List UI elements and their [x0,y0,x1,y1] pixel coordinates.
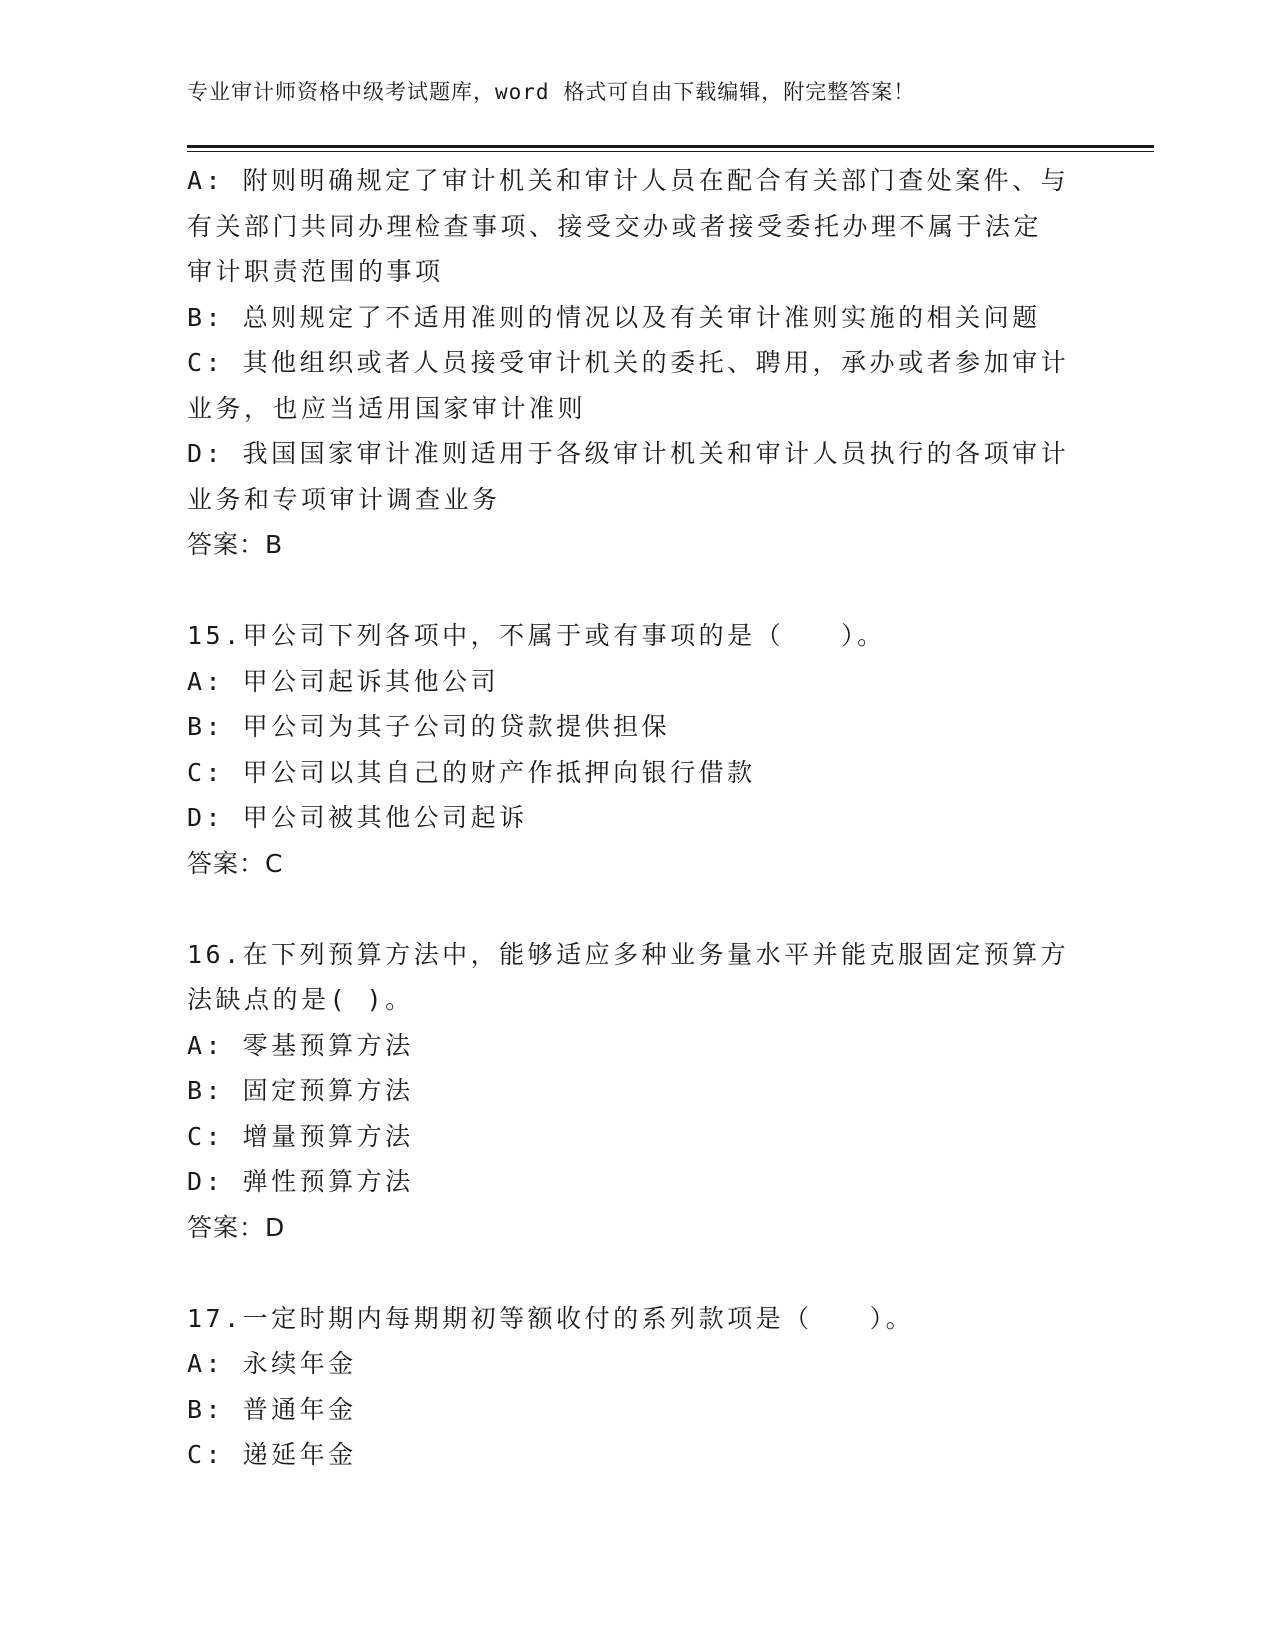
question-line: 16.在下列预算方法中，能够适应多种业务量水平并能克服固定预算方 [187,939,1070,969]
spacer [187,886,1067,932]
q14-option-d [187,431,1070,522]
q14-option-a [187,158,1070,295]
header-rule-thin [187,151,1154,152]
q17-question: 17.一定时期内每期期初等额收付的系列款项是（ ）。 [187,1303,915,1333]
q15-answer: 答案：C [187,848,284,878]
q17-option-c: C: 递延年金 [187,1440,357,1469]
q14-option-c [187,340,1070,431]
spacer [187,568,1067,614]
q14-option-b [187,295,1067,341]
q16-option-a: A: 零基预算方法 [187,1030,414,1060]
q16-option-c: C: 增量预算方法 [187,1121,414,1151]
q15-question: 15.甲公司下列各项中，不属于或有事项的是（ ）。 [187,621,886,650]
q16-answer: 答案：D [187,1212,286,1242]
option-line: 业务和专项审计调查业务 [187,484,501,514]
q16-question [187,932,1070,1023]
q15-option-d: D: 甲公司被其他公司起诉 [187,803,528,832]
option-line: C: 其他组织或者人员接受审计机关的委托、聘用，承办或者参加审计 [187,348,1070,377]
spacer [187,1250,1067,1296]
option-line: D: 我国国家审计准则适用于各级审计机关和审计人员执行的各项审计 [187,439,1070,468]
question-line: 法缺点的是( )。 [187,985,414,1014]
q16-option-d: D: 弹性预算方法 [187,1167,414,1196]
option-line: 业务，也应当适用国家审计准则 [187,393,587,423]
q17-option-b: B: 普通年金 [187,1394,357,1424]
option-line: A: 附则明确规定了审计机关和审计人员在配合有关部门查处案件、与 [187,166,1070,195]
option-line: 有关部门共同办理检查事项、接受交办或者接受委托办理不属于法定 [187,211,1043,241]
q15-option-b: B: 甲公司为其子公司的贷款提供担保 [187,712,671,741]
option-line: B: 总则规定了不适用准则的情况以及有关审计准则实施的相关问题 [187,302,1041,332]
q17-option-a: A: 永续年金 [187,1349,357,1378]
page-header: 专业审计师资格中级考试题库，word 格式可自由下载编辑，附完整答案！ [187,80,916,104]
option-line: 审计职责范围的事项 [187,257,444,286]
q15-option-c: C: 甲公司以其自己的财产作抵押向银行借款 [187,757,756,787]
header-rule-thick [187,145,1154,148]
q15-option-a: A: 甲公司起诉其他公司 [187,666,500,696]
q14-answer: 答案：B [187,530,284,559]
question-content [187,158,1070,1478]
q16-option-b: B: 固定预算方法 [187,1076,414,1105]
